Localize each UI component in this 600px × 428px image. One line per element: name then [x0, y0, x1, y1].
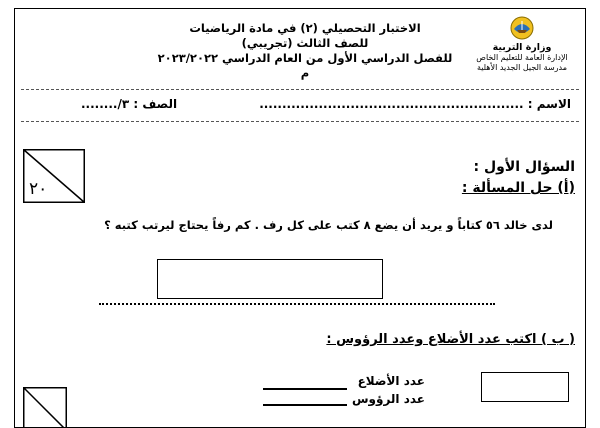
ministry-department: الإدارة العامة للتعليم الخاص: [476, 53, 568, 62]
part-b-title-text: ( ب ) اكتب عدد الأضلاع وعدد الرؤوس :: [326, 332, 575, 347]
student-name-field[interactable]: الاسم : ..........................................................: [259, 97, 571, 111]
ministry-block: [467, 15, 577, 73]
question-1-part-a: (أ) حل المسألة :: [461, 180, 575, 196]
answer-box[interactable]: [157, 259, 383, 299]
shape-box: [481, 372, 569, 402]
problem-text: لدى خالد ٥٦ كتاباً و يريد أن يضع ٨ كتب على كل رف . كم رفاً يحتاج ليرتب كتبه ؟: [104, 218, 553, 232]
grade-box: [23, 149, 85, 203]
ministry-name: وزارة التربية: [492, 42, 552, 53]
exam-grade-level: للصف الثالث (تجريبي): [241, 36, 369, 50]
vertices-answer-line[interactable]: [263, 404, 347, 406]
grade-total: ٢٠: [29, 179, 48, 199]
part-b-title: [326, 332, 575, 347]
name-divider: [21, 121, 579, 122]
edges-answer-line[interactable]: [263, 388, 347, 390]
ministry-emblem-icon: [508, 15, 536, 41]
question-1-title: السؤال الأول :: [473, 159, 575, 175]
school-name: مدرسة الجيل الجديد الأهلية: [476, 63, 568, 72]
exam-term: للفصل الدراسي الأول من العام الدراسي ٢٠٢٣/٢٠٢٢ م: [157, 51, 453, 80]
edges-label: عدد الأضلاع: [357, 374, 425, 388]
exam-title-block: [155, 21, 455, 81]
vertices-label: عدد الرؤوس: [351, 392, 425, 406]
exam-page: [14, 8, 586, 428]
student-class-field[interactable]: الصف : ٣/........: [81, 97, 178, 111]
header-divider: [21, 89, 579, 90]
exam-title: الاختبار التحصيلي (٢) في مادة الرياضيات: [189, 21, 421, 35]
working-dotted-line[interactable]: [99, 303, 495, 305]
